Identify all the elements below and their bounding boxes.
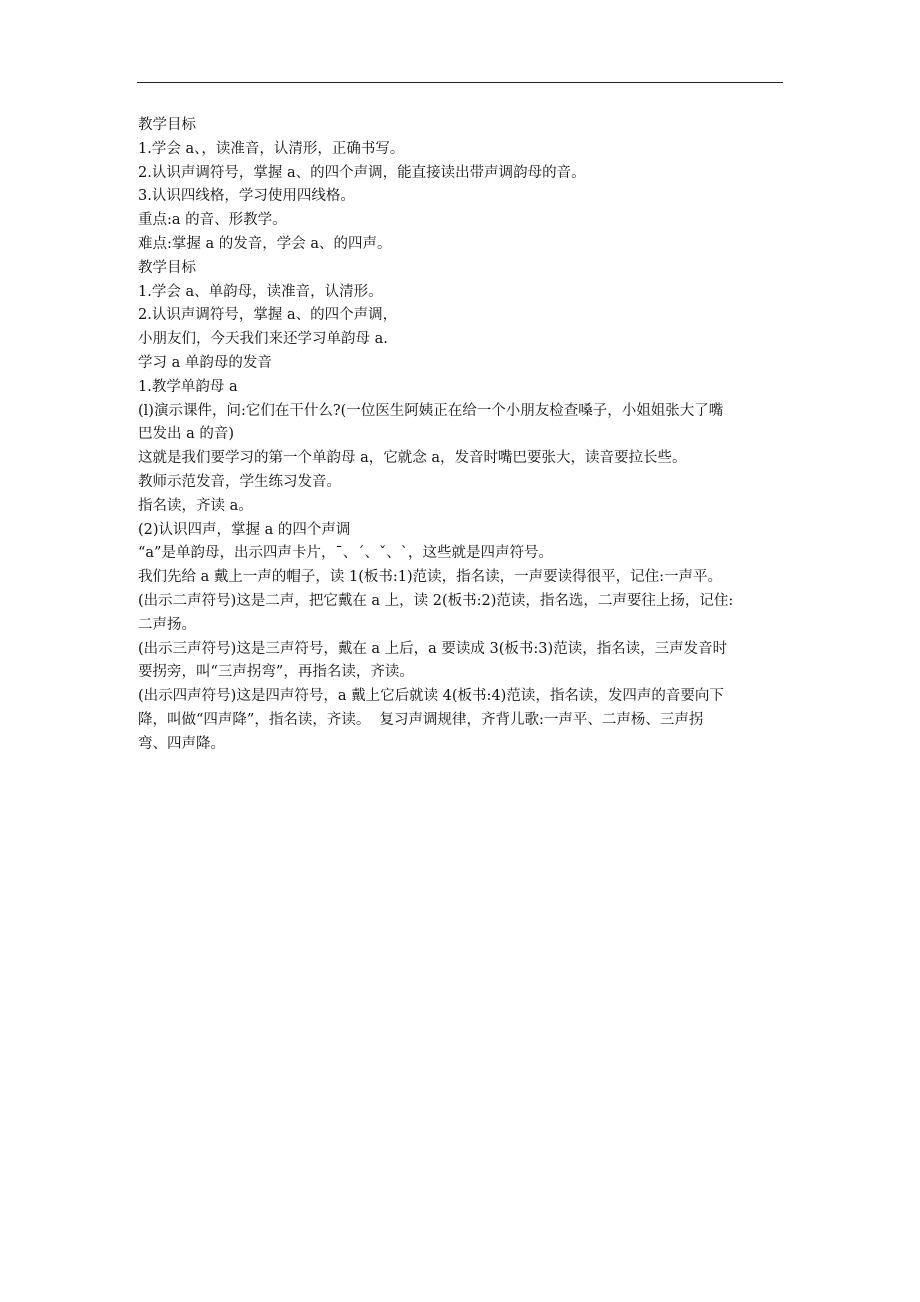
body-line: (出示四声符号)这是四声符号，a 戴上它后就读 4(板书:4)范读，指名读，发四声的音要向下: [138, 688, 724, 705]
goal-line: 2.认识声调符号，掌握 a、的四个声调，能直接读出带声调韵母的音。: [138, 164, 586, 181]
body-line: 这就是我们要学习的第一个单韵母 a，它就念 a，发音时嘴巴要张大，读音要拉长些。: [138, 450, 687, 467]
key-point-line: 重点:a 的音、形教学。: [138, 212, 287, 229]
body-line: 我们先给 a 戴上一声的帽子，读 1(板书:1)范读，指名读，一声要读得很平，记住:一声平。: [138, 569, 723, 586]
goal-line: 2.认识声调符号，掌握 a、的四个声调，: [138, 307, 398, 324]
body-line: 二声扬。: [138, 616, 196, 633]
body-line: 巴发出 a 的音): [138, 426, 235, 443]
body-line: 小朋友们，今天我们来还学习单韵母 a.: [138, 331, 388, 348]
body-line: 指名读，齐读 a。: [138, 497, 253, 514]
body-line: (出示三声符号)这是三声符号，戴在 a 上后，a 要读成 3(板书:3)范读，指名读，三声发音时: [138, 640, 728, 657]
body-line: 教师示范发音，学生练习发音。: [138, 473, 341, 490]
body-line: (2)认识四声，掌握 a 的四个声调: [138, 521, 351, 538]
goal-line: 3.认识四线格，学习使用四线格。: [138, 188, 355, 205]
body-line: 弯、四声降。: [138, 735, 225, 752]
goal-line: 1.学会 a、，读准音，认清形，正确书写。: [138, 140, 405, 157]
heading-teaching-goals: 教学目标: [138, 259, 196, 276]
heading-teaching-goals: 教学目标: [138, 117, 196, 133]
body-line: 降，叫做“四声降”，指名读，齐读。 复习声调规律，齐背儿歌:一声平、二声杨、三声拐: [138, 711, 704, 728]
difficulty-line: 难点:掌握 a 的发音，学会 a、的四声。: [138, 235, 392, 252]
body-line: 要拐旁，叫“三声拐弯”，再指名读，齐读。: [138, 664, 414, 681]
body-line: “a”是单韵母，出示四声卡片，ˉ、ˊ、ˇ、ˋ，这些就是四声符号。: [138, 545, 553, 562]
body-line: (出示二声符号)这是二声，把它戴在 a 上，读 2(板书:2)范读，指名选，二声要往上扬，记住:: [138, 592, 734, 609]
goal-line: 1.学会 a、单韵母，读准音，认清形。: [138, 283, 383, 300]
document-body: [138, 114, 784, 757]
body-line: (l)演示课件，问:它们在干什么?(一位医生阿姨正在给一个小朋友检查嗓子，小姐姐张大了嘴: [138, 402, 724, 419]
header-rule: [137, 82, 783, 83]
body-line: 1.教学单韵母 a: [138, 378, 238, 395]
body-line: 学习 a 单韵母的发音: [138, 354, 272, 371]
